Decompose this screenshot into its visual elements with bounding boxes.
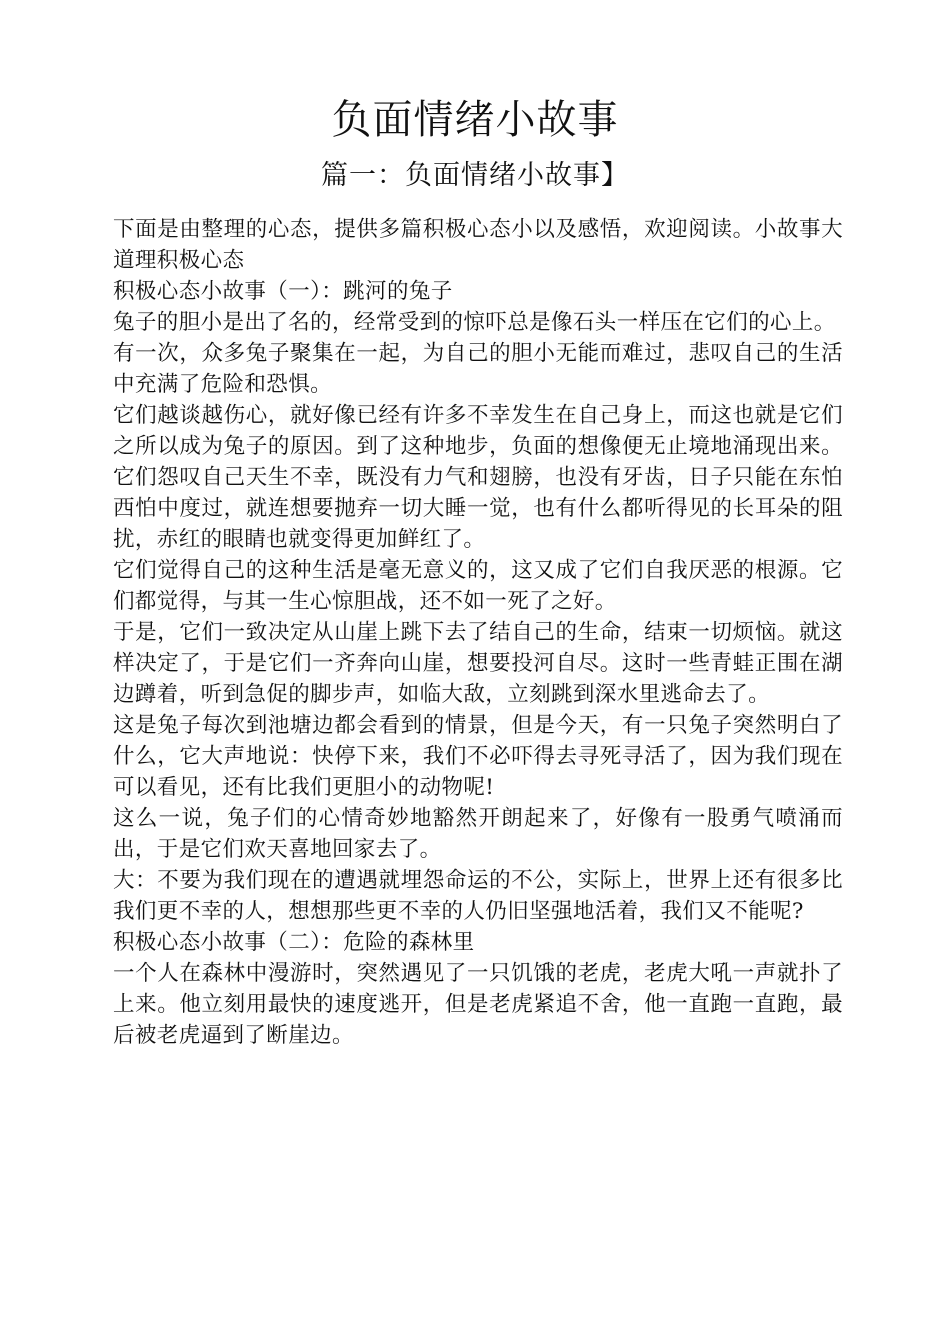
intro-paragraph: 下面是由整理的心态，提供多篇积极心态小以及感悟，欢迎阅读。小故事大道理积极心态: [113, 217, 843, 273]
body-paragraph: 它们觉得自己的这种生活是毫无意义的，这又成了它们自我厌恶的根源。它们都觉得，与其一生心惊胆战，还不如一死了之好。: [113, 558, 843, 614]
body-paragraph: 这是兔子每次到池塘边都会看到的情景，但是今天，有一只兔子突然明白了什么，它大声地说：快停下来，我们不必吓得去寻死寻活了，因为我们现在可以看见，还有比我们更胆小的动物呢!: [113, 713, 843, 800]
story-two-heading: 积极心态小故事（二）：危险的森林里: [113, 930, 475, 955]
story-one-heading: 积极心态小故事（一）：跳河的兔子: [113, 279, 453, 304]
document-title: 负面情绪小故事: [331, 97, 619, 143]
body-paragraph: 兔子的胆小是出了名的，经常受到的惊吓总是像石头一样压在它们的心上。: [113, 310, 836, 335]
body-paragraph: 这么一说，兔子们的心情奇妙地豁然开朗起来了，好像有一股勇气喷涌而出，于是它们欢天喜地回家去了。: [113, 806, 843, 862]
body-paragraph: 有一次，众多兔子聚集在一起，为自己的胆小无能而难过，悲叹自己的生活中充满了危险和恐惧。: [113, 341, 843, 397]
document-subtitle: 篇一：负面情绪小故事】: [321, 160, 629, 191]
body-paragraph: 它们越谈越伤心，就好像已经有许多不幸发生在自己身上，而这也就是它们之所以成为兔子的原因。到了这种地步，负面的想像便无止境地涌现出来。它们怨叹自己天生不幸，既没有力气和翅膀，也没有牙齿，日子只能在东怕西怕中度过，就连想要抛弃一切大睡一觉，也有什么都听得见的长耳朵的阻扰，赤红的眼睛也就变得更加鲜红了。: [113, 403, 843, 552]
document-body: [113, 214, 843, 1051]
body-paragraph: 一个人在森林中漫游时，突然遇见了一只饥饿的老虎，老虎大吼一声就扑了上来。他立刻用最快的速度逃开，但是老虎紧追不舍，他一直跑一直跑，最后被老虎逼到了断崖边。: [113, 961, 843, 1048]
moral-paragraph: 大：不要为我们现在的遭遇就埋怨命运的不公，实际上，世界上还有很多比我们更不幸的人，想想那些更不幸的人仍旧坚强地活着，我们又不能呢?: [113, 868, 843, 924]
body-paragraph: 于是，它们一致决定从山崖上跳下去了结自己的生命，结束一切烦恼。就这样决定了，于是它们一齐奔向山崖，想要投河自尽。这时一些青蛙正围在湖边蹲着，听到急促的脚步声，如临大敌，立刻跳到深水里逃命去了。: [113, 620, 843, 707]
